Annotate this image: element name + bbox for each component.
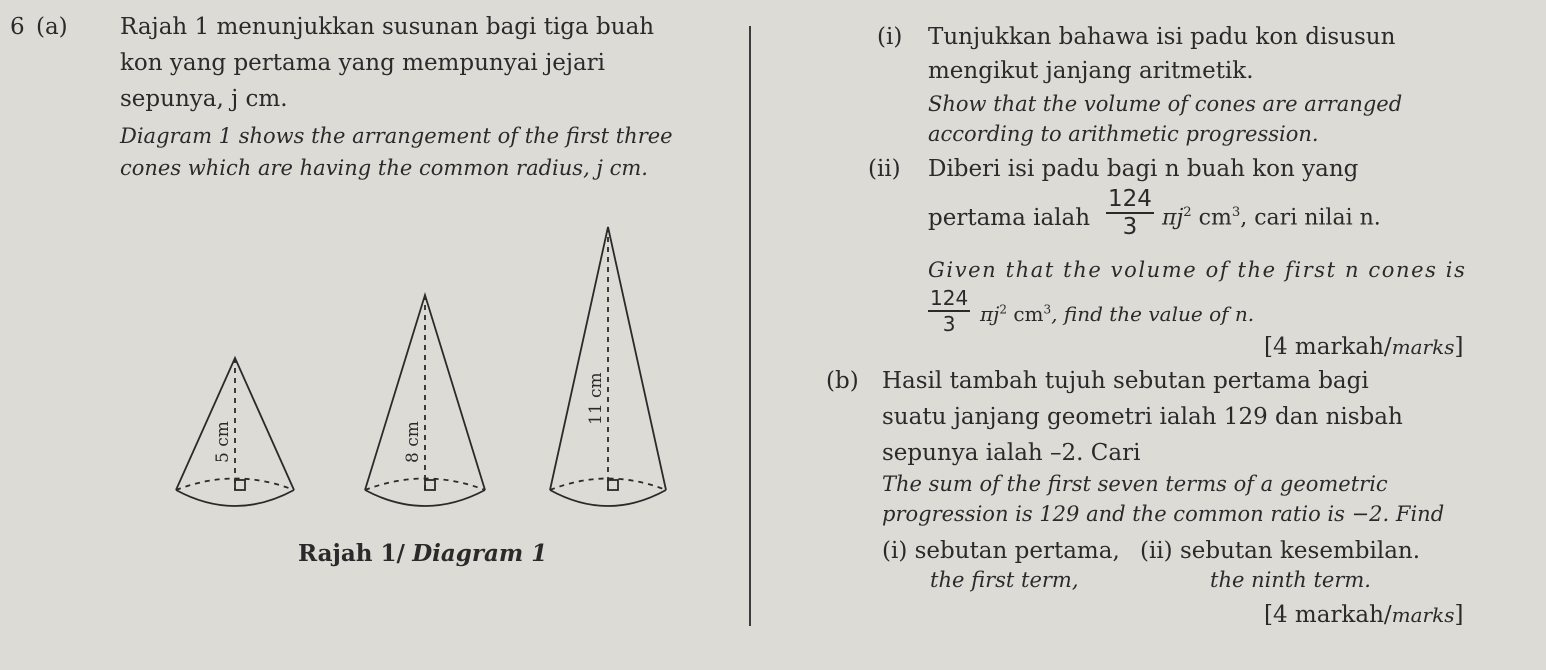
part-b-ii-en: the ninth term. (1210, 568, 1371, 592)
cone-medium (365, 295, 485, 506)
intro-ms-line-1: Rajah 1 menunjukkan susunan bagi tiga buah (120, 14, 655, 40)
part-ii-ms-line-1: Diberi isi padu bagi n buah kon yang (928, 156, 1359, 182)
cones-diagram (160, 215, 700, 525)
cone-small (176, 358, 294, 506)
part-i-label: (i) (877, 24, 903, 50)
part-b-label: (b) (826, 368, 859, 394)
part-b-ms-line-3: sepunya ialah –2. Cari (882, 440, 1141, 466)
volume-expression-ms: $\pi j^2$ $cm^3$, cari nilai n. (1162, 205, 1381, 231)
intro-en-line-1: Diagram 1 shows the arrangement of the first three (120, 124, 673, 148)
cone-label-11cm: 11 cm (586, 372, 606, 425)
intro-en-line-2: cones which are having the common radius, j cm. (120, 156, 648, 180)
volume-fraction-en: $\frac{124}{3}$ (930, 286, 969, 336)
part-b-i-en: the first term, (930, 568, 1079, 592)
marks-part-b: [4 markah/marks] (1264, 602, 1464, 628)
cone-large (550, 227, 666, 506)
part-b-en-line-1: The sum of the first seven terms of a geometric (882, 472, 1388, 496)
part-ii-ms-line-2-pre: pertama ialah (928, 205, 1091, 231)
volume-fraction-ms: $\frac{124}{3}$ (1108, 186, 1152, 240)
part-i-en-line-1: Show that the volume of cones are arranged (928, 92, 1403, 116)
cone-label-5cm: 5 cm (213, 421, 233, 463)
column-divider (749, 26, 751, 626)
part-b-ms-line-2: suatu janjang geometri ialah 129 dan nisbah (882, 404, 1403, 430)
intro-ms-line-2: kon yang pertama yang mempunyai jejari (120, 50, 606, 76)
part-b-ii-ms: (ii) sebutan kesembilan. (1140, 538, 1421, 564)
part-a-label: (a) (36, 14, 68, 40)
part-b-en-line-2: progression is 129 and the common ratio is −2. Find (882, 502, 1445, 526)
part-b-ms-line-1: Hasil tambah tujuh sebutan pertama bagi (882, 368, 1369, 394)
volume-expression-en: $\pi j^2$ $cm^3$, find the value of n. (980, 302, 1255, 326)
diagram-caption: Rajah 1/ Diagram 1 (298, 540, 548, 567)
question-number: 6 (10, 14, 25, 40)
part-ii-label: (ii) (868, 156, 901, 182)
part-b-i-ms: (i) sebutan pertama, (882, 538, 1120, 564)
part-ii-en-line-1: Given that the volume of the first n cones is (928, 258, 1467, 282)
cone-label-8cm: 8 cm (403, 421, 423, 463)
part-i-en-line-2: according to arithmetic progression. (928, 122, 1319, 146)
intro-ms-line-3: sepunya, j cm. (120, 86, 288, 112)
marks-part-a: [4 markah/marks] (1264, 334, 1464, 360)
part-i-ms-line-1: Tunjukkan bahawa isi padu kon disusun (928, 24, 1396, 50)
part-i-ms-line-2: mengikut janjang aritmetik. (928, 58, 1254, 84)
